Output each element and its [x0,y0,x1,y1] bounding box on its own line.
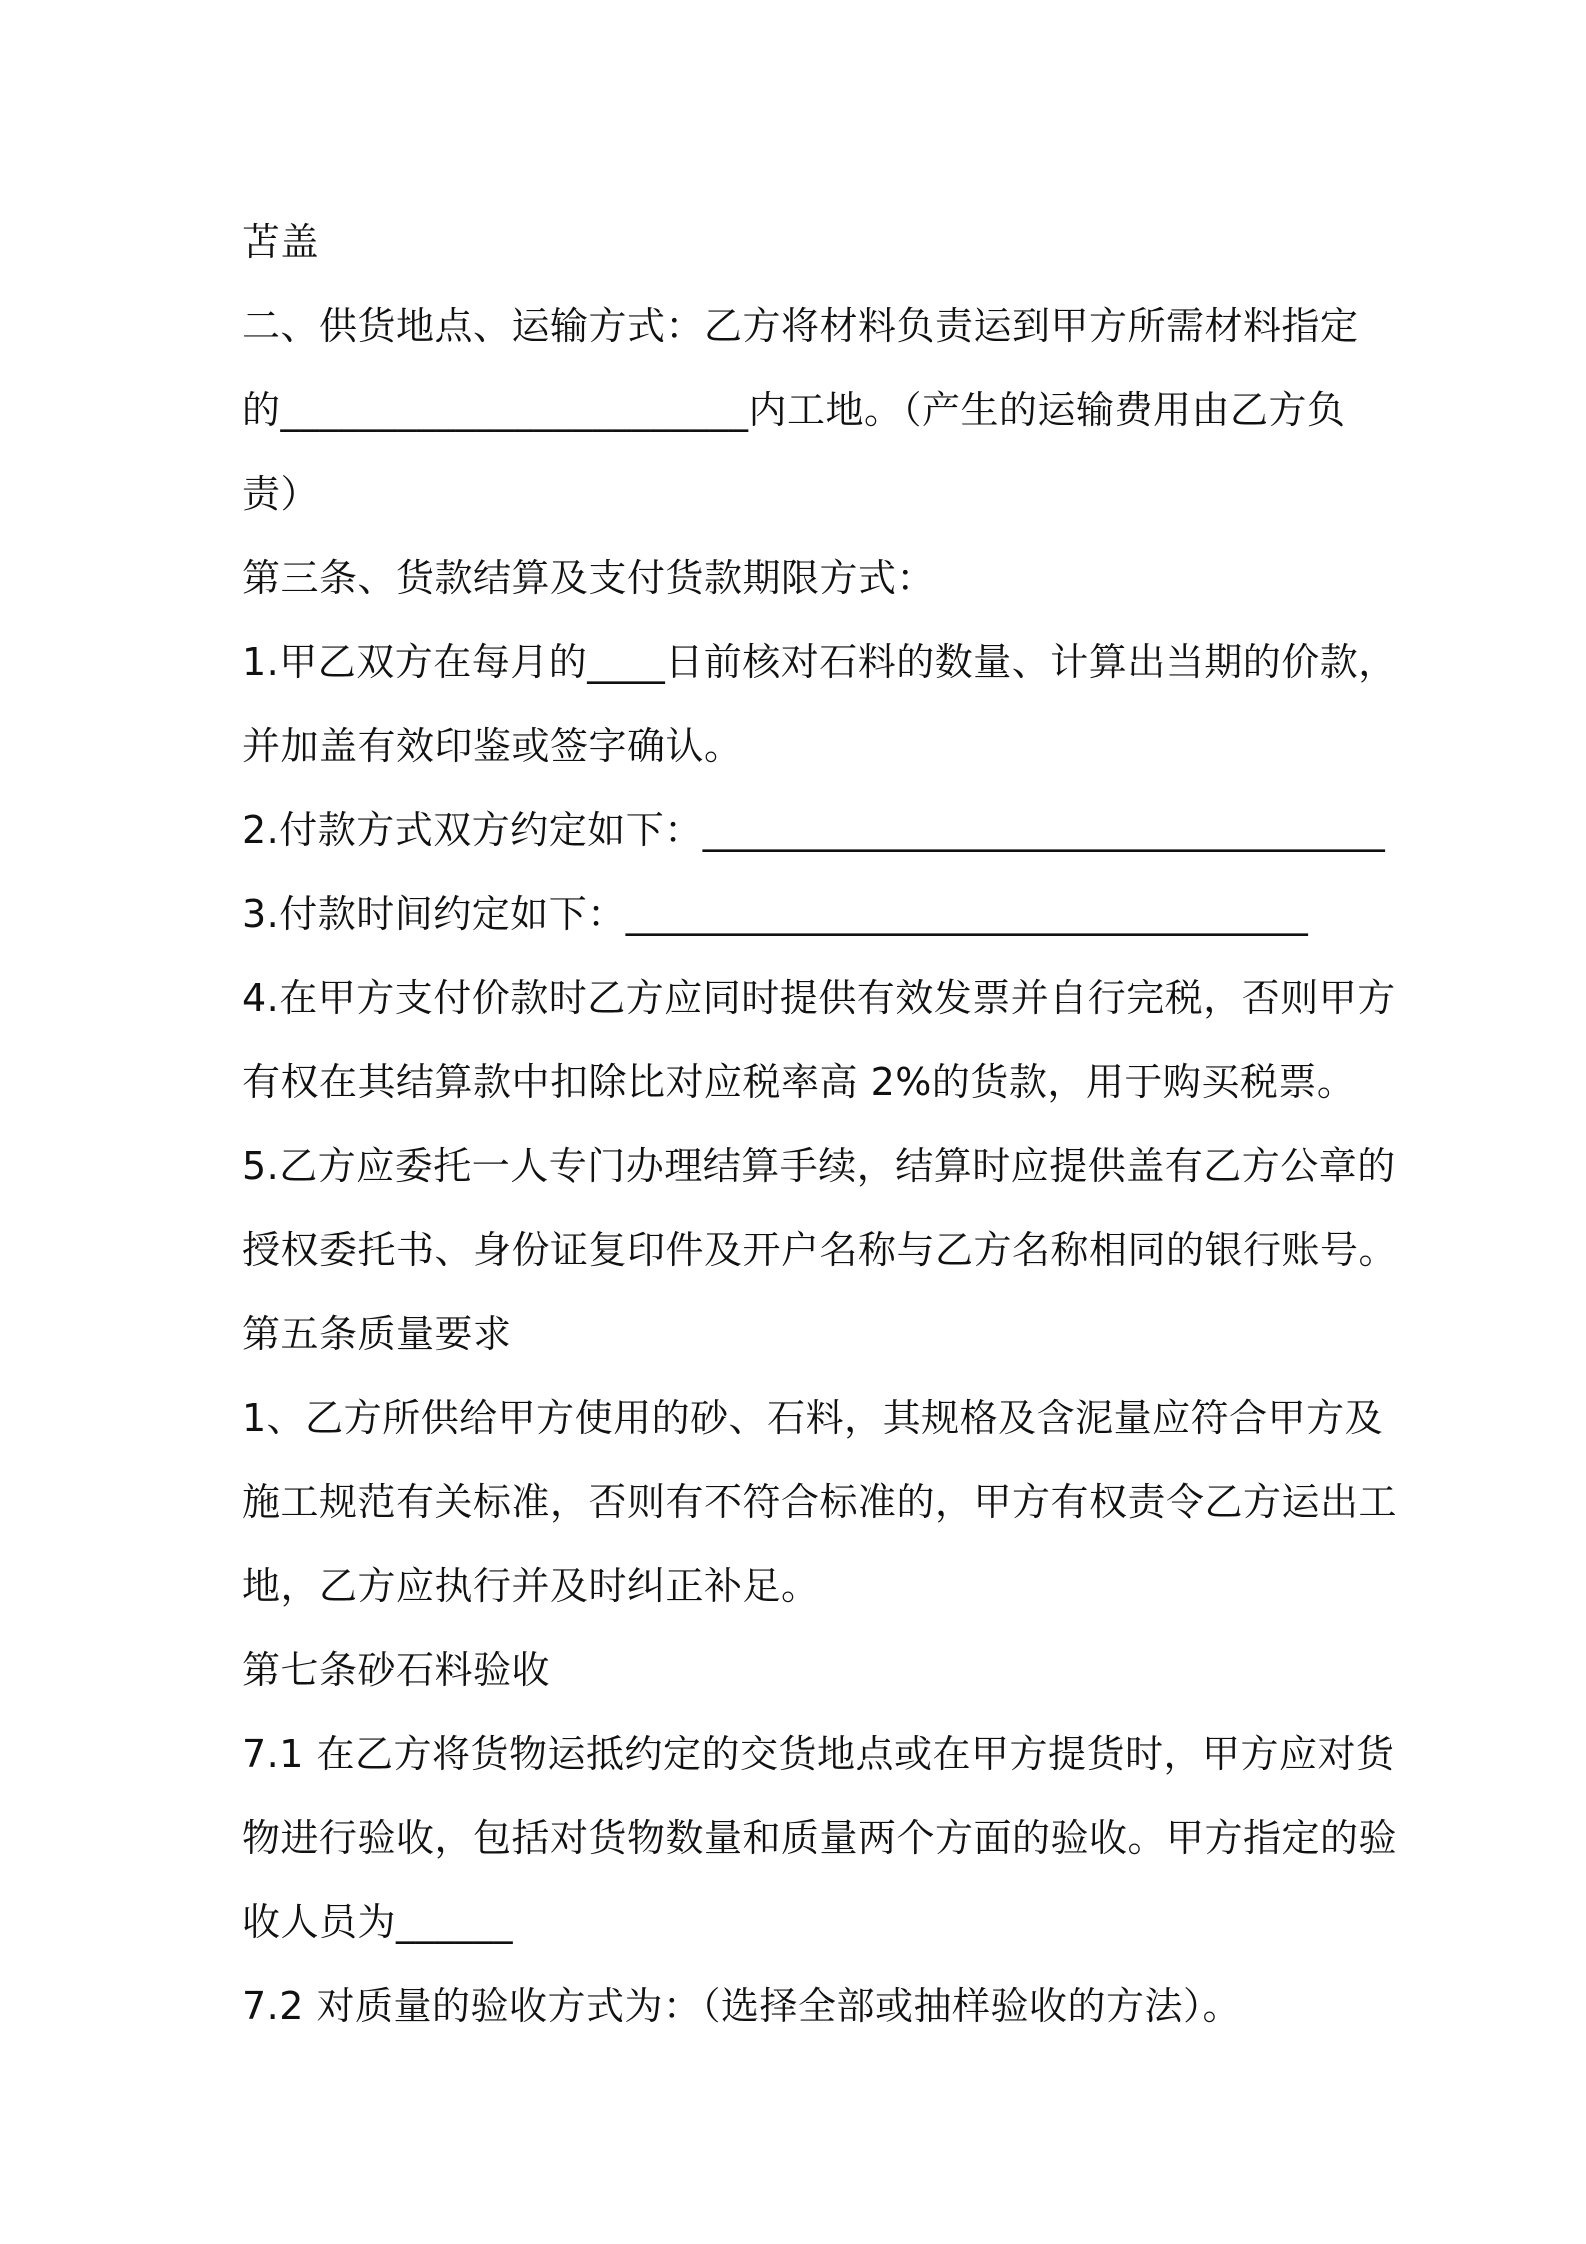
contract-body [242,200,1398,2048]
text-line-covering: 苫盖 [242,220,320,264]
text-line-payment-4: 4.在甲方支付价款时乙方应同时提供有效发票并自行完税，否则甲方 [242,976,1396,1020]
text-line-payment-4-cont: 有权在其结算款中扣除比对应税率高 2%的货款，用于购买税票。 [242,1060,1356,1104]
section-heading-acceptance: 第七条砂石料验收 [242,1648,551,1692]
text-line-payment-5: 5.乙方应委托一人专门办理结算手续，结算时应提供盖有乙方公章的 [242,1144,1396,1188]
text-line-delivery-end: 责） [242,472,320,516]
text-line-acceptance-7-1: 7.1 在乙方将货物运抵约定的交货地点或在甲方提货时，甲方应对货 [242,1732,1395,1776]
text-line-quality-1-end: 地，乙方应执行并及时纠正补足。 [242,1564,820,1608]
text-line-acceptance-7-1-end: 收人员为______ [242,1900,514,1944]
text-line-payment-3: 3.付款时间约定如下：___________________________________ [242,892,1309,936]
text-line-payment-2: 2.付款方式双方约定如下：___________________________________ [242,808,1386,852]
section-heading-payment: 第三条、货款结算及支付货款期限方式： [242,556,936,600]
text-line-payment-1-cont: 并加盖有效印鉴或签字确认。 [242,724,743,768]
text-line-delivery-site-blank: 的________________________内工地。（产生的运输费用由乙方负 [242,388,1346,432]
text-line-payment-5-cont: 授权委托书、身份证复印件及开户名称与乙方名称相同的银行账号。 [242,1228,1398,1272]
text-line-quality-1: 1、乙方所供给甲方使用的砂、石料，其规格及含泥量应符合甲方及 [242,1396,1384,1440]
text-line-acceptance-7-2: 7.2 对质量的验收方式为：（选择全部或抽样验收的方法）。 [242,1984,1242,2028]
text-line-delivery-location: 二、供货地点、运输方式：乙方将材料负责运到甲方所需材料指定 [242,304,1359,348]
text-line-payment-1: 1.甲乙双方在每月的____日前核对石料的数量、计算出当期的价款， [242,640,1397,684]
text-line-acceptance-7-1-cont: 物进行验收，包括对货物数量和质量两个方面的验收。甲方指定的验 [242,1816,1398,1860]
section-heading-quality: 第五条质量要求 [242,1312,512,1356]
text-line-quality-1-cont: 施工规范有关标准，否则有不符合标准的，甲方有权责令乙方运出工 [242,1480,1398,1524]
